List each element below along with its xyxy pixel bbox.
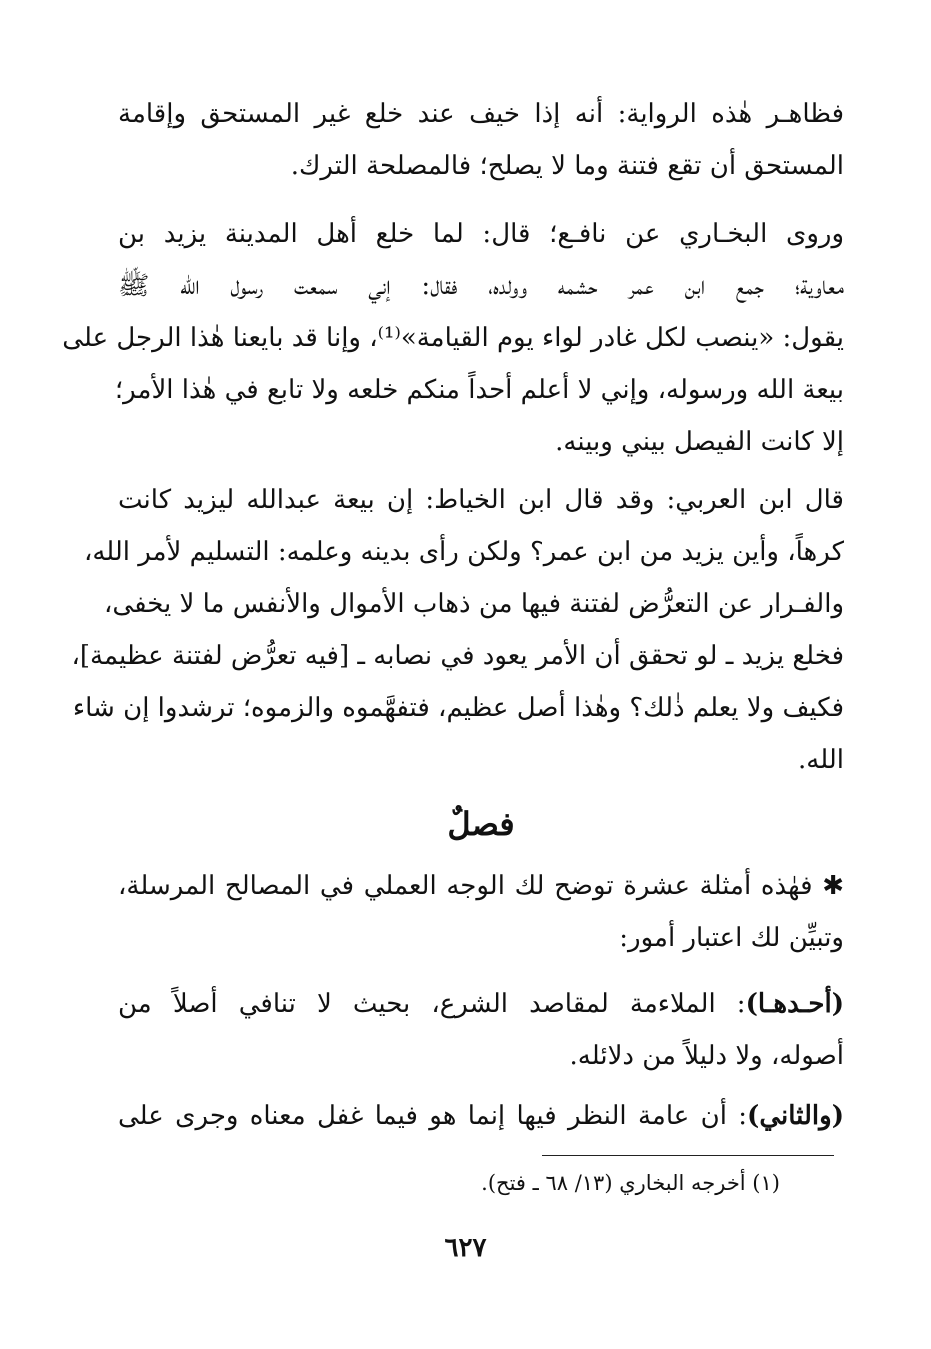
- text-line: فخلع يزيد ـ لو تحقق أن الأمر يعود في نصابه ـ [فيه تعرُّض لفتنة عظيمة]،: [71, 641, 844, 671]
- section-heading: فصلٌ: [447, 805, 515, 843]
- point-label: (أحـدهـا): [745, 989, 844, 1019]
- footnote-divider: [542, 1155, 834, 1156]
- numbered-point-second: [118, 1090, 844, 1142]
- text-line: فكيف ولا يعلم ذٰلك؟ وهٰذا أصل عظيم، فتفهَّموه والزموه؛ ترشدوا إن شاء: [72, 693, 844, 723]
- text-line: المستحق أن تقع فتنة وما لا يصلح؛ فالمصلحة الترك.: [290, 151, 844, 181]
- text-line: كرهاً، وأين يزيد من ابن عمر؟ ولكن رأى بدينه وعلمه: التسليم لأمر الله،: [83, 537, 844, 567]
- text-line: إلا كانت الفيصل بيني وبينه.: [555, 427, 844, 457]
- footnote: (١) أخرجه البخاري (١٣/ ٦٨ ـ فتح).: [481, 1171, 780, 1195]
- text-line: أصوله، ولا دليلاً من دلائله.: [569, 1041, 844, 1071]
- text-line: والفـرار عن التعرُّض لفتنة فيها من ذهاب الأموال والأنفس ما لا يخفى،: [104, 589, 844, 619]
- point-text: : أن عامة النظر فيها إنما هو فيما غفل معناه وجرى على: [118, 1101, 748, 1131]
- text-line: فظاهـر هٰذه الرواية: أنه إذا خيف عند خلع غير المستحق وإقامة: [118, 99, 844, 129]
- text-line: وتبيِّن لك اعتبار أمور:: [619, 923, 844, 953]
- text-line: ✱ فهٰذه أمثلة عشرة توضح لك الوجه العملي في المصالح المرسلة،: [118, 871, 844, 901]
- point-text: : الملاءمة لمقاصد الشرع، بحيث لا تنافي أصلاً من: [118, 989, 746, 1019]
- text-line: معاوية؛ جمع ابن عمر حشمه وولده، فقال: إني سمعت رسول الله ﷺ: [118, 271, 844, 301]
- text-line: بيعة الله ورسوله، وإني لا أعلم أحداً منكم خلعه ولا تابع في هٰذا الأمر؛: [114, 375, 844, 405]
- page-number: ٦٢٧: [444, 1233, 487, 1263]
- text-line: الله.: [798, 745, 844, 775]
- text-line: يقول: «ينصب لكل غادر لواء يوم القيامة»⁽¹⁾، وإنا قد بايعنا هٰذا الرجل على: [62, 323, 844, 353]
- point-label: (والثاني): [747, 1101, 844, 1131]
- text-line: قال ابن العربي: وقد قال ابن الخياط: إن بيعة عبدالله ليزيد كانت: [118, 485, 844, 515]
- text-line: وروى البخـاري عن نافـع؛ قال: لما خلع أهل المدينة يزيد بن: [118, 219, 844, 249]
- numbered-point-first: [118, 978, 844, 1030]
